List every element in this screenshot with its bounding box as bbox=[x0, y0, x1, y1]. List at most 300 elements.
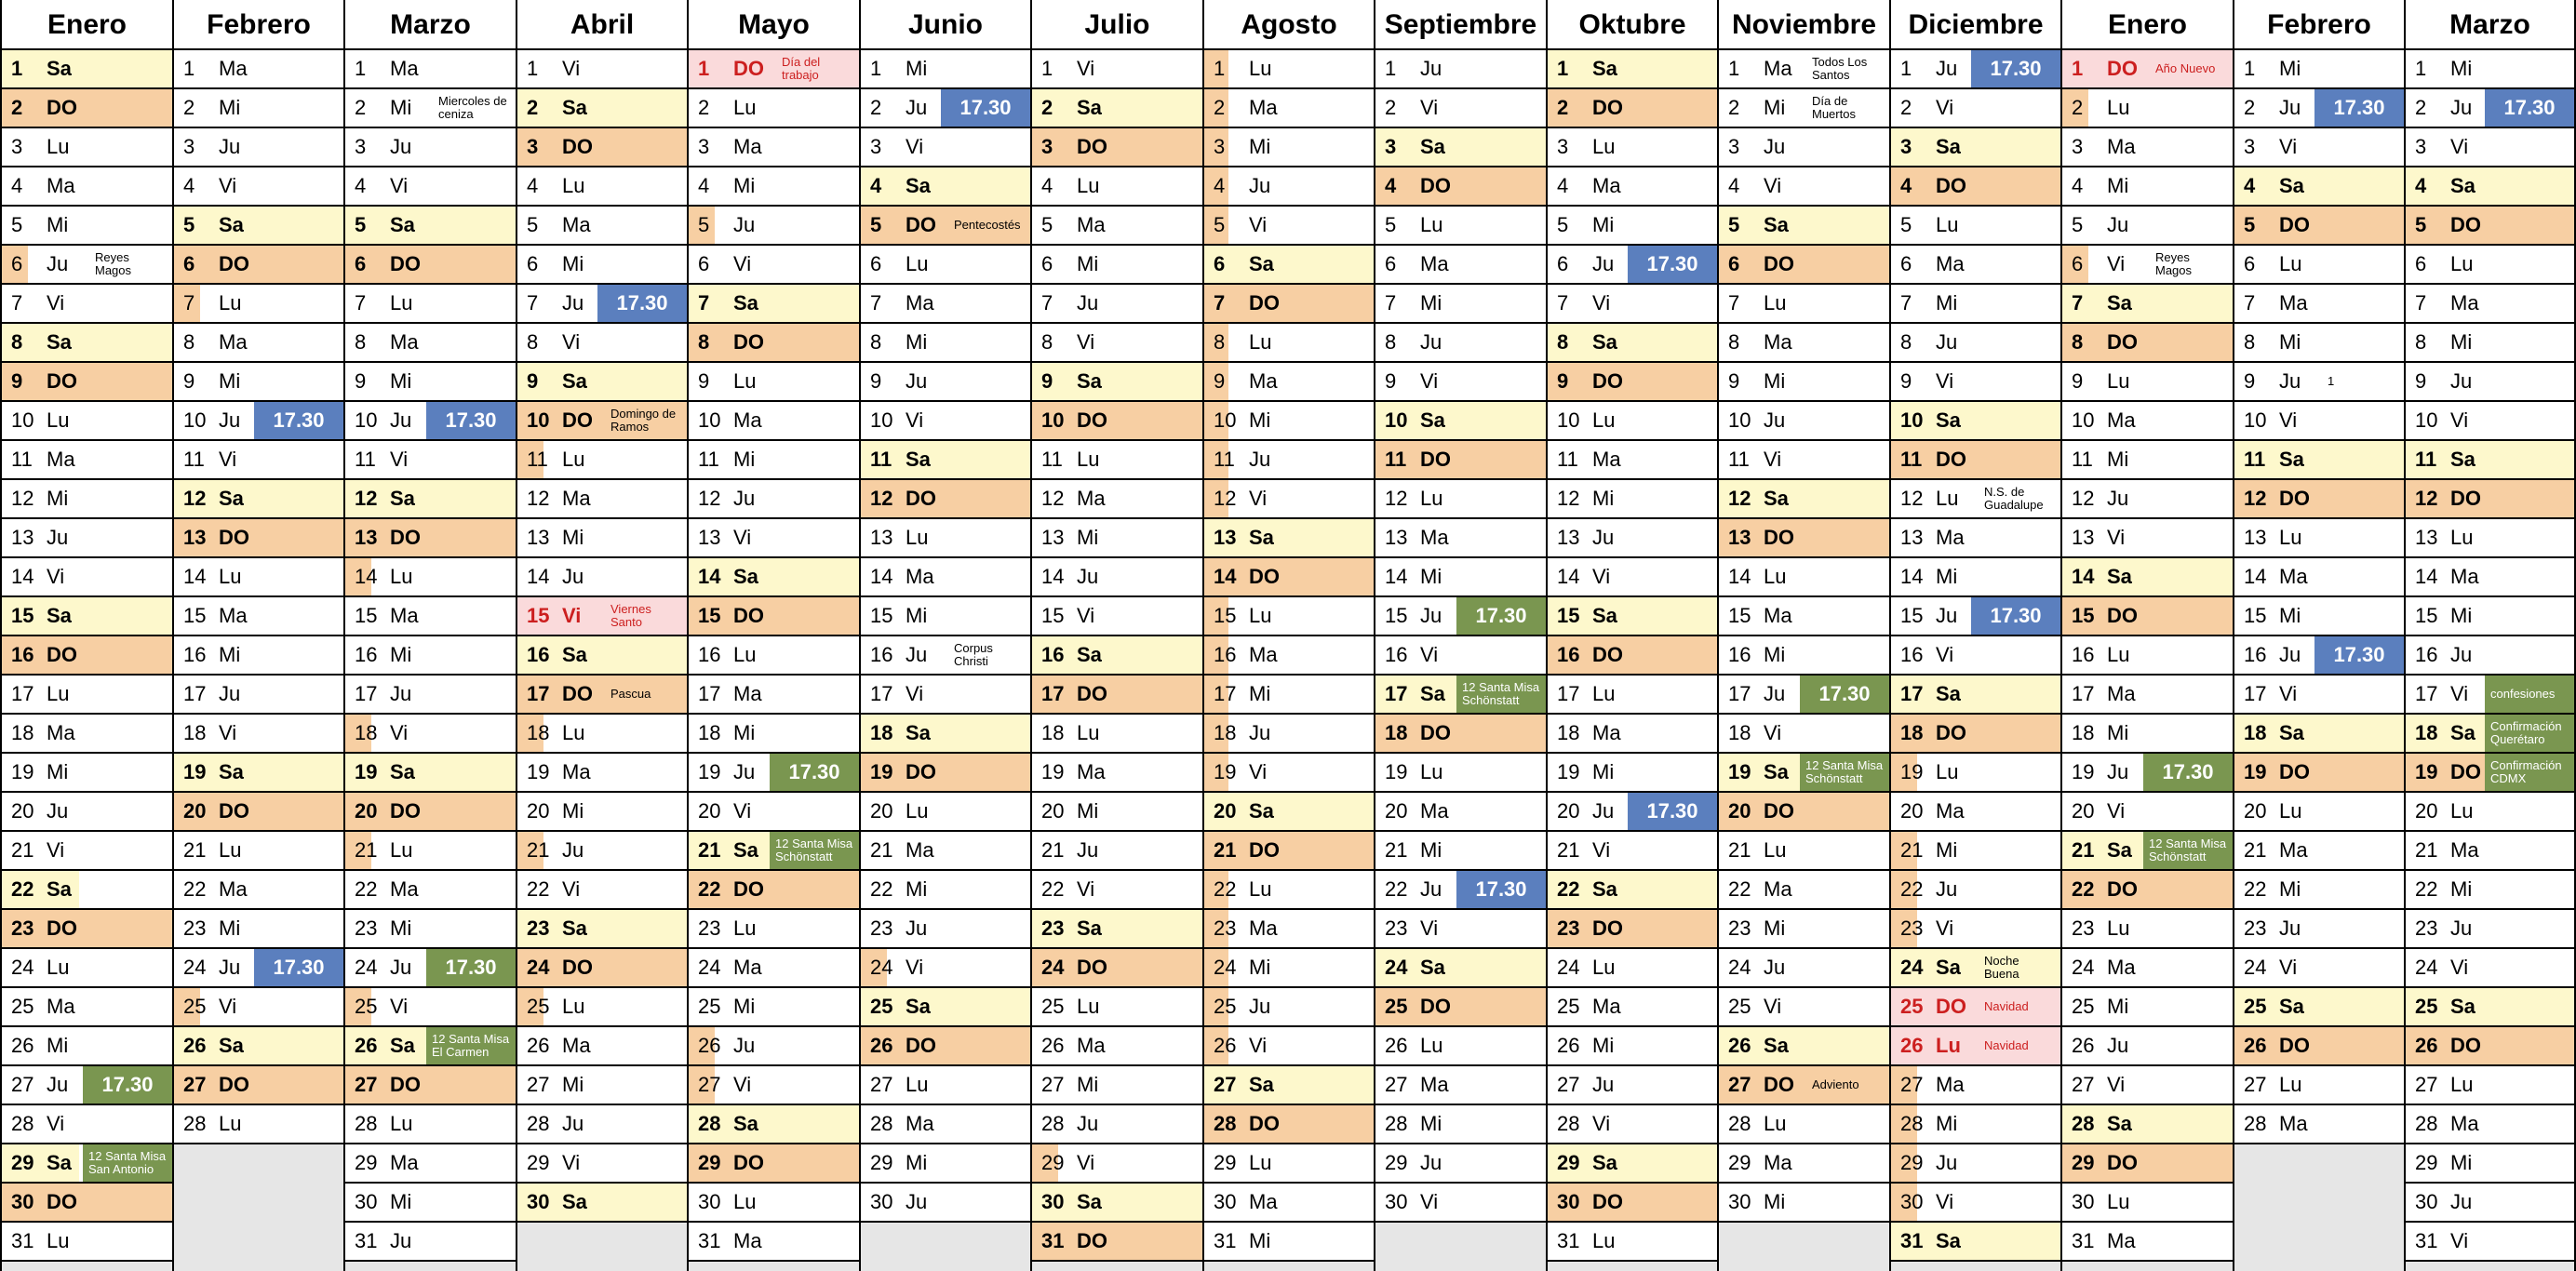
event-tag[interactable]: 12 Santa Misa Schönstatt bbox=[1800, 754, 1889, 791]
day-row[interactable] bbox=[1204, 988, 1374, 1027]
day-row[interactable] bbox=[1891, 1184, 2060, 1223]
day-row[interactable] bbox=[1891, 246, 2060, 285]
day-row[interactable] bbox=[174, 558, 343, 597]
day-row[interactable] bbox=[689, 988, 859, 1027]
day-row[interactable] bbox=[1548, 558, 1717, 597]
day-row[interactable] bbox=[689, 402, 859, 441]
day-row[interactable] bbox=[517, 207, 687, 246]
day-row[interactable] bbox=[689, 1184, 859, 1223]
day-row[interactable] bbox=[2406, 1105, 2574, 1144]
day-row[interactable] bbox=[689, 50, 859, 89]
day-row[interactable] bbox=[2, 246, 172, 285]
day-row[interactable] bbox=[1891, 1223, 2060, 1262]
day-row[interactable] bbox=[174, 363, 343, 402]
day-row[interactable] bbox=[1032, 1027, 1202, 1066]
day-row[interactable] bbox=[2234, 636, 2404, 676]
day-row[interactable] bbox=[2234, 480, 2404, 519]
day-row[interactable] bbox=[1719, 50, 1889, 89]
day-row[interactable] bbox=[1548, 1223, 1717, 1262]
event-tag[interactable]: 17.30 bbox=[254, 402, 343, 439]
day-row[interactable] bbox=[2, 441, 172, 480]
day-row[interactable] bbox=[2, 988, 172, 1027]
day-row[interactable] bbox=[2062, 285, 2233, 324]
day-row[interactable] bbox=[2, 832, 172, 871]
day-row[interactable] bbox=[2062, 1066, 2233, 1105]
day-row[interactable] bbox=[689, 246, 859, 285]
day-row[interactable] bbox=[2234, 441, 2404, 480]
day-row[interactable] bbox=[1204, 636, 1374, 676]
day-row[interactable] bbox=[1548, 1144, 1717, 1184]
day-row[interactable] bbox=[1375, 246, 1546, 285]
day-row[interactable] bbox=[861, 167, 1030, 207]
day-row[interactable] bbox=[689, 558, 859, 597]
day-row[interactable] bbox=[1548, 89, 1717, 128]
day-row[interactable] bbox=[1548, 480, 1717, 519]
day-row[interactable] bbox=[861, 832, 1030, 871]
day-row[interactable] bbox=[517, 597, 687, 636]
day-row[interactable] bbox=[1204, 89, 1374, 128]
day-row[interactable] bbox=[1032, 988, 1202, 1027]
day-row[interactable] bbox=[1204, 832, 1374, 871]
day-row[interactable] bbox=[2406, 1027, 2574, 1066]
day-row[interactable] bbox=[689, 128, 859, 167]
day-row[interactable] bbox=[1375, 324, 1546, 363]
day-row[interactable] bbox=[517, 480, 687, 519]
day-row[interactable] bbox=[174, 754, 343, 793]
day-row[interactable] bbox=[2406, 910, 2574, 949]
day-row[interactable] bbox=[1548, 519, 1717, 558]
day-row[interactable] bbox=[1719, 324, 1889, 363]
day-row[interactable] bbox=[174, 128, 343, 167]
day-row[interactable] bbox=[1891, 636, 2060, 676]
day-row[interactable] bbox=[517, 128, 687, 167]
day-row[interactable] bbox=[1204, 949, 1374, 988]
day-row[interactable] bbox=[1548, 324, 1717, 363]
event-tag[interactable]: Confirmación Querétaro bbox=[2485, 715, 2574, 752]
day-row[interactable] bbox=[2, 363, 172, 402]
day-row[interactable] bbox=[345, 128, 516, 167]
day-row[interactable] bbox=[517, 871, 687, 910]
day-row[interactable] bbox=[861, 363, 1030, 402]
day-row[interactable] bbox=[1891, 1144, 2060, 1184]
day-row[interactable] bbox=[861, 988, 1030, 1027]
day-row[interactable] bbox=[1032, 207, 1202, 246]
day-row[interactable] bbox=[517, 832, 687, 871]
day-row[interactable] bbox=[689, 715, 859, 754]
event-tag[interactable]: 12 Santa Misa El Carmen bbox=[426, 1027, 516, 1064]
day-row[interactable] bbox=[2, 715, 172, 754]
day-row[interactable] bbox=[861, 402, 1030, 441]
day-row[interactable] bbox=[1891, 285, 2060, 324]
day-row[interactable] bbox=[1891, 793, 2060, 832]
day-row[interactable] bbox=[1375, 793, 1546, 832]
day-row[interactable] bbox=[2234, 597, 2404, 636]
day-row[interactable] bbox=[1032, 1066, 1202, 1105]
day-row[interactable] bbox=[689, 1066, 859, 1105]
day-row[interactable] bbox=[861, 441, 1030, 480]
day-row[interactable] bbox=[2406, 949, 2574, 988]
day-row[interactable] bbox=[174, 519, 343, 558]
day-row[interactable] bbox=[345, 754, 516, 793]
day-row[interactable] bbox=[1375, 363, 1546, 402]
day-row[interactable] bbox=[1548, 793, 1717, 832]
day-row[interactable] bbox=[2062, 676, 2233, 715]
day-row[interactable] bbox=[861, 910, 1030, 949]
day-row[interactable] bbox=[1719, 1066, 1889, 1105]
day-row[interactable] bbox=[1032, 676, 1202, 715]
day-row[interactable] bbox=[174, 910, 343, 949]
day-row[interactable] bbox=[1719, 128, 1889, 167]
day-row[interactable] bbox=[345, 949, 516, 988]
day-row[interactable] bbox=[174, 324, 343, 363]
day-row[interactable] bbox=[1204, 1105, 1374, 1144]
day-row[interactable] bbox=[689, 676, 859, 715]
day-row[interactable] bbox=[1204, 754, 1374, 793]
event-tag[interactable]: 17.30 bbox=[1800, 676, 1889, 713]
day-row[interactable] bbox=[861, 636, 1030, 676]
day-row[interactable] bbox=[345, 832, 516, 871]
day-row[interactable] bbox=[689, 1027, 859, 1066]
day-row[interactable] bbox=[689, 754, 859, 793]
event-tag[interactable]: 17.30 bbox=[254, 949, 343, 986]
day-row[interactable] bbox=[1204, 676, 1374, 715]
day-row[interactable] bbox=[1548, 167, 1717, 207]
day-row[interactable] bbox=[861, 89, 1030, 128]
day-row[interactable] bbox=[345, 167, 516, 207]
day-row[interactable] bbox=[1204, 1144, 1374, 1184]
day-row[interactable] bbox=[689, 832, 859, 871]
day-row[interactable] bbox=[1375, 480, 1546, 519]
event-tag[interactable]: 17.30 bbox=[1971, 597, 2060, 635]
day-row[interactable] bbox=[2, 285, 172, 324]
day-row[interactable] bbox=[2, 50, 172, 89]
day-row[interactable] bbox=[1548, 207, 1717, 246]
day-row[interactable] bbox=[861, 1066, 1030, 1105]
day-row[interactable] bbox=[174, 793, 343, 832]
day-row[interactable] bbox=[2406, 519, 2574, 558]
day-row[interactable] bbox=[1375, 89, 1546, 128]
day-row[interactable] bbox=[861, 324, 1030, 363]
day-row[interactable] bbox=[1032, 89, 1202, 128]
day-row[interactable] bbox=[2, 558, 172, 597]
day-row[interactable] bbox=[517, 441, 687, 480]
day-row[interactable] bbox=[2062, 519, 2233, 558]
day-row[interactable] bbox=[689, 324, 859, 363]
day-row[interactable] bbox=[2, 167, 172, 207]
day-row[interactable] bbox=[2406, 128, 2574, 167]
day-row[interactable] bbox=[1375, 402, 1546, 441]
day-row[interactable] bbox=[1375, 519, 1546, 558]
day-row[interactable] bbox=[1375, 676, 1546, 715]
event-tag[interactable]: 17.30 bbox=[1628, 246, 1717, 283]
day-row[interactable] bbox=[2062, 207, 2233, 246]
day-row[interactable] bbox=[1548, 246, 1717, 285]
day-row[interactable] bbox=[2406, 793, 2574, 832]
day-row[interactable] bbox=[1891, 597, 2060, 636]
day-row[interactable] bbox=[861, 715, 1030, 754]
day-row[interactable] bbox=[1891, 207, 2060, 246]
day-row[interactable] bbox=[861, 246, 1030, 285]
day-row[interactable] bbox=[174, 597, 343, 636]
day-row[interactable] bbox=[1032, 793, 1202, 832]
day-row[interactable] bbox=[2062, 558, 2233, 597]
day-row[interactable] bbox=[1891, 167, 2060, 207]
day-row[interactable] bbox=[2, 1144, 172, 1184]
day-row[interactable] bbox=[1548, 50, 1717, 89]
day-row[interactable] bbox=[2406, 871, 2574, 910]
day-row[interactable] bbox=[2062, 167, 2233, 207]
day-row[interactable] bbox=[2, 480, 172, 519]
day-row[interactable] bbox=[2062, 128, 2233, 167]
day-row[interactable] bbox=[345, 1184, 516, 1223]
day-row[interactable] bbox=[2, 1066, 172, 1105]
day-row[interactable] bbox=[861, 1144, 1030, 1184]
day-row[interactable] bbox=[861, 50, 1030, 89]
day-row[interactable] bbox=[2062, 1105, 2233, 1144]
day-row[interactable] bbox=[1032, 167, 1202, 207]
day-row[interactable] bbox=[2062, 1144, 2233, 1184]
day-row[interactable] bbox=[1204, 597, 1374, 636]
day-row[interactable] bbox=[2406, 636, 2574, 676]
day-row[interactable] bbox=[2, 949, 172, 988]
day-row[interactable] bbox=[2406, 597, 2574, 636]
day-row[interactable] bbox=[2406, 832, 2574, 871]
day-row[interactable] bbox=[1032, 558, 1202, 597]
day-row[interactable] bbox=[1204, 285, 1374, 324]
day-row[interactable] bbox=[517, 246, 687, 285]
day-row[interactable] bbox=[2406, 676, 2574, 715]
day-row[interactable] bbox=[517, 715, 687, 754]
day-row[interactable] bbox=[2062, 754, 2233, 793]
day-row[interactable] bbox=[1032, 441, 1202, 480]
day-row[interactable] bbox=[2, 207, 172, 246]
day-row[interactable] bbox=[1204, 910, 1374, 949]
day-row[interactable] bbox=[345, 480, 516, 519]
day-row[interactable] bbox=[689, 285, 859, 324]
day-row[interactable] bbox=[2406, 754, 2574, 793]
day-row[interactable] bbox=[2062, 597, 2233, 636]
day-row[interactable] bbox=[517, 676, 687, 715]
day-row[interactable] bbox=[174, 207, 343, 246]
day-row[interactable] bbox=[1032, 636, 1202, 676]
day-row[interactable] bbox=[174, 167, 343, 207]
day-row[interactable] bbox=[174, 480, 343, 519]
event-tag[interactable]: 17.30 bbox=[426, 949, 516, 986]
day-row[interactable] bbox=[2, 1105, 172, 1144]
day-row[interactable] bbox=[1204, 1066, 1374, 1105]
day-row[interactable] bbox=[345, 402, 516, 441]
day-row[interactable] bbox=[689, 1144, 859, 1184]
day-row[interactable] bbox=[1891, 871, 2060, 910]
day-row[interactable] bbox=[1548, 949, 1717, 988]
day-row[interactable] bbox=[1375, 1066, 1546, 1105]
day-row[interactable] bbox=[2, 676, 172, 715]
day-row[interactable] bbox=[1719, 285, 1889, 324]
day-row[interactable] bbox=[2, 89, 172, 128]
day-row[interactable] bbox=[345, 519, 516, 558]
day-row[interactable] bbox=[1375, 1027, 1546, 1066]
day-row[interactable] bbox=[1891, 519, 2060, 558]
event-tag[interactable]: 17.30 bbox=[2314, 636, 2404, 674]
day-row[interactable] bbox=[2406, 402, 2574, 441]
day-row[interactable] bbox=[1719, 246, 1889, 285]
day-row[interactable] bbox=[1375, 167, 1546, 207]
day-row[interactable] bbox=[2234, 246, 2404, 285]
day-row[interactable] bbox=[1032, 1105, 1202, 1144]
day-row[interactable] bbox=[1032, 285, 1202, 324]
day-row[interactable] bbox=[861, 1105, 1030, 1144]
day-row[interactable] bbox=[174, 1105, 343, 1144]
day-row[interactable] bbox=[1548, 871, 1717, 910]
day-row[interactable] bbox=[2, 910, 172, 949]
day-row[interactable] bbox=[1891, 363, 2060, 402]
day-row[interactable] bbox=[2234, 988, 2404, 1027]
day-row[interactable] bbox=[1204, 207, 1374, 246]
day-row[interactable] bbox=[1204, 246, 1374, 285]
day-row[interactable] bbox=[1719, 363, 1889, 402]
day-row[interactable] bbox=[1548, 754, 1717, 793]
day-row[interactable] bbox=[1548, 597, 1717, 636]
day-row[interactable] bbox=[2, 793, 172, 832]
day-row[interactable] bbox=[1204, 1027, 1374, 1066]
day-row[interactable] bbox=[2234, 167, 2404, 207]
day-row[interactable] bbox=[2234, 89, 2404, 128]
day-row[interactable] bbox=[1719, 597, 1889, 636]
day-row[interactable] bbox=[689, 949, 859, 988]
day-row[interactable] bbox=[861, 558, 1030, 597]
day-row[interactable] bbox=[1204, 1223, 1374, 1262]
day-row[interactable] bbox=[1204, 363, 1374, 402]
day-row[interactable] bbox=[174, 246, 343, 285]
day-row[interactable] bbox=[1032, 402, 1202, 441]
day-row[interactable] bbox=[2234, 324, 2404, 363]
day-row[interactable] bbox=[1548, 1105, 1717, 1144]
day-row[interactable] bbox=[2406, 246, 2574, 285]
day-row[interactable] bbox=[2, 402, 172, 441]
day-row[interactable] bbox=[517, 363, 687, 402]
day-row[interactable] bbox=[517, 285, 687, 324]
day-row[interactable] bbox=[174, 285, 343, 324]
day-row[interactable] bbox=[2062, 636, 2233, 676]
day-row[interactable] bbox=[1375, 1184, 1546, 1223]
day-row[interactable] bbox=[1375, 871, 1546, 910]
day-row[interactable] bbox=[1719, 949, 1889, 988]
day-row[interactable] bbox=[1719, 793, 1889, 832]
day-row[interactable] bbox=[2406, 324, 2574, 363]
day-row[interactable] bbox=[2062, 363, 2233, 402]
event-tag[interactable]: 12 Santa Misa Schönstatt bbox=[2143, 832, 2233, 869]
day-row[interactable] bbox=[174, 871, 343, 910]
day-row[interactable] bbox=[2406, 1066, 2574, 1105]
day-row[interactable] bbox=[1375, 50, 1546, 89]
day-row[interactable] bbox=[2234, 1027, 2404, 1066]
event-tag[interactable]: confesiones bbox=[2485, 676, 2574, 713]
day-row[interactable] bbox=[1891, 128, 2060, 167]
day-row[interactable] bbox=[517, 636, 687, 676]
day-row[interactable] bbox=[1891, 832, 2060, 871]
day-row[interactable] bbox=[2406, 363, 2574, 402]
day-row[interactable] bbox=[1719, 167, 1889, 207]
day-row[interactable] bbox=[1032, 949, 1202, 988]
day-row[interactable] bbox=[1375, 597, 1546, 636]
day-row[interactable] bbox=[1548, 363, 1717, 402]
day-row[interactable] bbox=[689, 793, 859, 832]
day-row[interactable] bbox=[861, 597, 1030, 636]
day-row[interactable] bbox=[1719, 1184, 1889, 1223]
day-row[interactable] bbox=[2, 636, 172, 676]
day-row[interactable] bbox=[1548, 636, 1717, 676]
day-row[interactable] bbox=[345, 871, 516, 910]
day-row[interactable] bbox=[861, 949, 1030, 988]
day-row[interactable] bbox=[174, 1066, 343, 1105]
event-tag[interactable]: 12 Santa Misa Schönstatt bbox=[1456, 676, 1546, 713]
day-row[interactable] bbox=[1204, 519, 1374, 558]
day-row[interactable] bbox=[1032, 754, 1202, 793]
day-row[interactable] bbox=[1032, 128, 1202, 167]
day-row[interactable] bbox=[1032, 324, 1202, 363]
day-row[interactable] bbox=[1719, 754, 1889, 793]
day-row[interactable] bbox=[2062, 1184, 2233, 1223]
day-row[interactable] bbox=[1891, 1027, 2060, 1066]
day-row[interactable] bbox=[2062, 246, 2233, 285]
day-row[interactable] bbox=[2062, 1223, 2233, 1262]
day-row[interactable] bbox=[345, 910, 516, 949]
event-tag[interactable]: 12 Santa Misa Schönstatt bbox=[770, 832, 859, 869]
day-row[interactable] bbox=[1032, 715, 1202, 754]
day-row[interactable] bbox=[1375, 715, 1546, 754]
day-row[interactable] bbox=[689, 871, 859, 910]
day-row[interactable] bbox=[861, 754, 1030, 793]
day-row[interactable] bbox=[1548, 676, 1717, 715]
day-row[interactable] bbox=[1204, 128, 1374, 167]
day-row[interactable] bbox=[174, 441, 343, 480]
day-row[interactable] bbox=[174, 715, 343, 754]
day-row[interactable] bbox=[517, 324, 687, 363]
day-row[interactable] bbox=[1719, 441, 1889, 480]
day-row[interactable] bbox=[1548, 910, 1717, 949]
day-row[interactable] bbox=[2234, 207, 2404, 246]
day-row[interactable] bbox=[174, 402, 343, 441]
day-row[interactable] bbox=[517, 949, 687, 988]
day-row[interactable] bbox=[2234, 793, 2404, 832]
day-row[interactable] bbox=[689, 207, 859, 246]
day-row[interactable] bbox=[2062, 1027, 2233, 1066]
day-row[interactable] bbox=[1891, 715, 2060, 754]
day-row[interactable] bbox=[2234, 519, 2404, 558]
day-row[interactable] bbox=[1204, 50, 1374, 89]
day-row[interactable] bbox=[689, 910, 859, 949]
day-row[interactable] bbox=[689, 597, 859, 636]
day-row[interactable] bbox=[2234, 1066, 2404, 1105]
day-row[interactable] bbox=[1375, 949, 1546, 988]
day-row[interactable] bbox=[2234, 128, 2404, 167]
day-row[interactable] bbox=[1204, 167, 1374, 207]
day-row[interactable] bbox=[345, 285, 516, 324]
day-row[interactable] bbox=[345, 676, 516, 715]
event-tag[interactable]: 17.30 bbox=[770, 754, 859, 791]
day-row[interactable] bbox=[1719, 1144, 1889, 1184]
day-row[interactable] bbox=[1032, 246, 1202, 285]
day-row[interactable] bbox=[517, 558, 687, 597]
day-row[interactable] bbox=[1375, 988, 1546, 1027]
day-row[interactable] bbox=[2406, 89, 2574, 128]
day-row[interactable] bbox=[345, 988, 516, 1027]
day-row[interactable] bbox=[2234, 832, 2404, 871]
day-row[interactable] bbox=[174, 832, 343, 871]
day-row[interactable] bbox=[2406, 167, 2574, 207]
day-row[interactable] bbox=[1548, 1184, 1717, 1223]
day-row[interactable] bbox=[1548, 128, 1717, 167]
